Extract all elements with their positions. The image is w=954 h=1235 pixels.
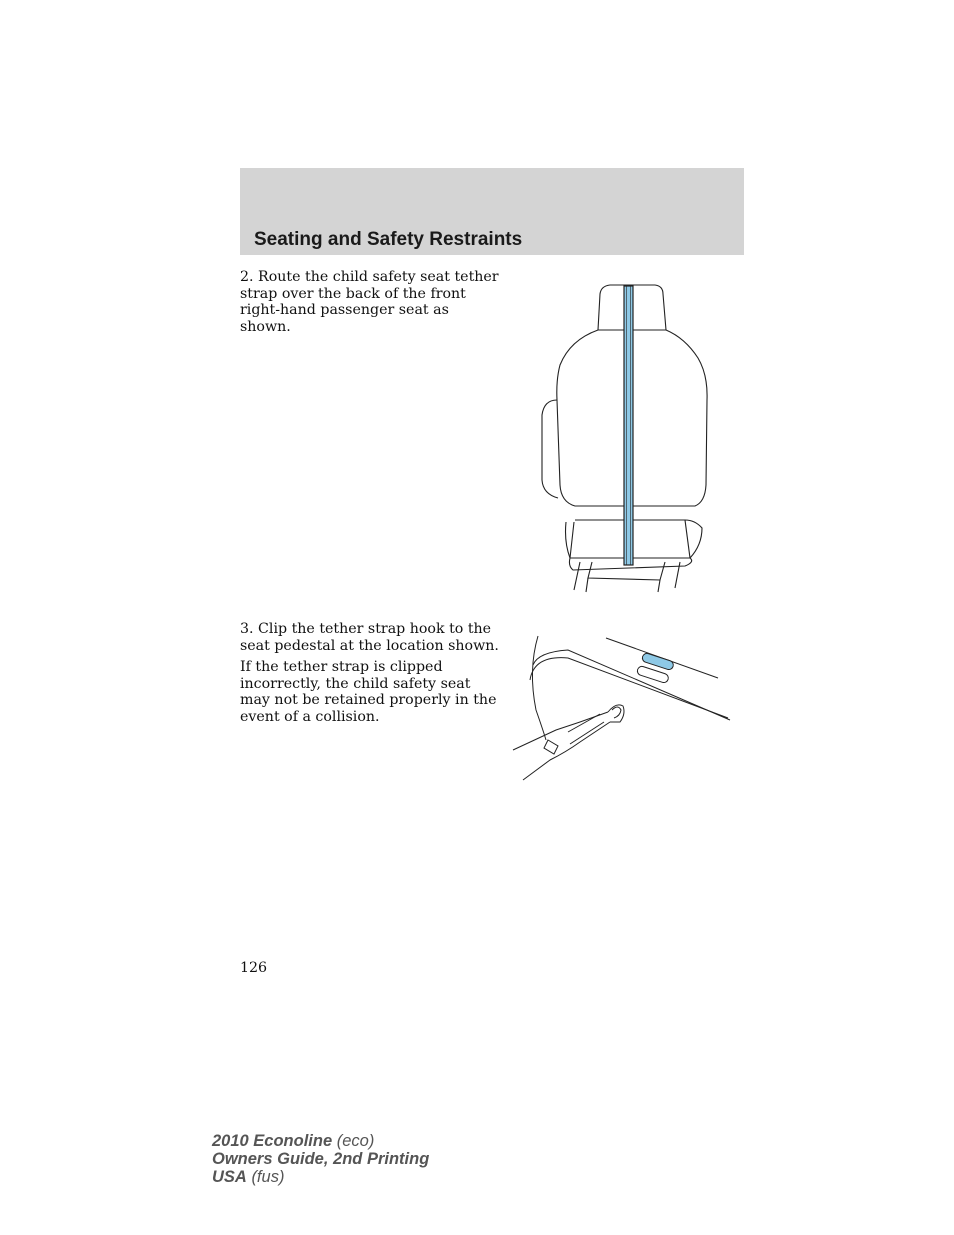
page-number: 126 [240, 960, 268, 976]
footer-model-code: (eco) [336, 1132, 375, 1150]
section-title: Seating and Safety Restraints [254, 229, 523, 250]
section-header [240, 168, 744, 255]
footer-line-1 [212, 1132, 429, 1150]
footer-region-code: (fus) [251, 1168, 285, 1186]
footer-guide: Owners Guide, 2nd Printing [212, 1150, 430, 1168]
seat-tether-illustration [530, 280, 720, 595]
footer-model: 2010 Econoline [212, 1132, 333, 1150]
step-2-text: 2. Route the child safety seat tether strap over the back of the front right-hand passenger seat as shown. [240, 269, 499, 335]
tether-hook-illustration [508, 630, 738, 785]
footer-line-3 [212, 1168, 429, 1186]
footer-region: USA [212, 1168, 247, 1186]
warning-text: If the tether strap is clipped incorrectly, the child safety seat may not be retained properly in the event of a collision. [240, 659, 497, 725]
footer [212, 1132, 429, 1186]
footer-line-2 [212, 1150, 429, 1168]
step-3-text: 3. Clip the tether strap hook to the seat pedestal at the location shown. [240, 621, 499, 654]
